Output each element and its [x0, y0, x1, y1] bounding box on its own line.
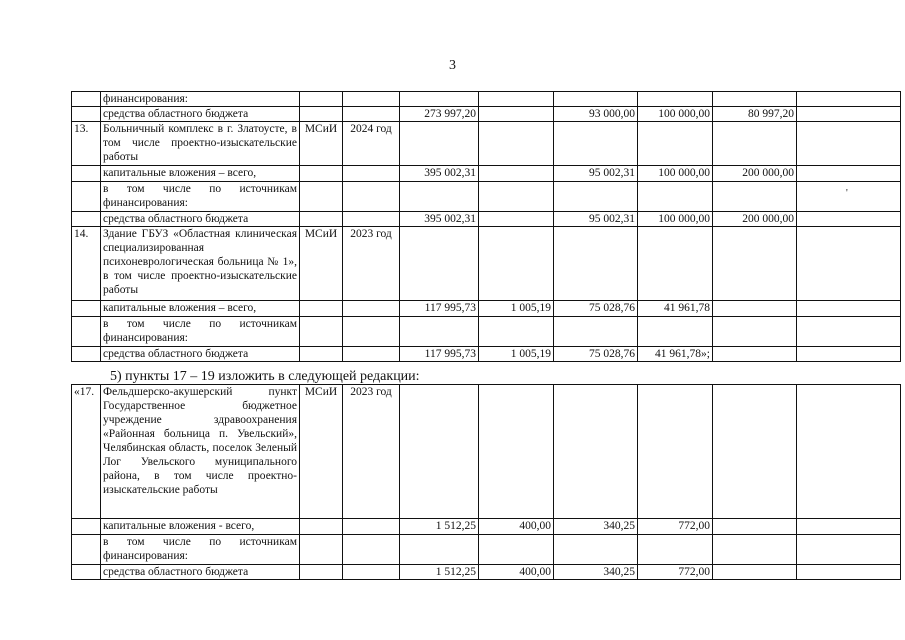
table-row — [72, 92, 901, 107]
row-value-5 — [713, 385, 797, 519]
row-description: средства областного бюджета — [101, 107, 300, 122]
row-description: в том числе по источникам финансирования: — [101, 535, 300, 565]
row-value-2 — [479, 166, 554, 182]
table-row — [72, 317, 901, 347]
row-value-6 — [797, 122, 901, 166]
row-number: «17. — [72, 385, 101, 519]
row-number — [72, 107, 101, 122]
row-number — [72, 92, 101, 107]
row-value-4: 100 000,00 — [638, 212, 713, 227]
row-value-total: 117 995,73 — [400, 347, 479, 362]
row-number — [72, 182, 101, 212]
table-row — [72, 519, 901, 535]
row-value-6 — [797, 212, 901, 227]
table-row — [72, 107, 901, 122]
row-value-5 — [713, 317, 797, 347]
row-organization: МСиИ — [300, 227, 343, 301]
row-value-3: 340,25 — [554, 565, 638, 580]
table-row — [72, 347, 901, 362]
row-value-4 — [638, 182, 713, 212]
row-value-2 — [479, 317, 554, 347]
row-value-4: 772,00 — [638, 565, 713, 580]
row-value-2 — [479, 107, 554, 122]
row-value-6 — [797, 519, 901, 535]
row-value-3 — [554, 535, 638, 565]
row-year — [343, 182, 400, 212]
row-year: 2024 год — [343, 122, 400, 166]
row-description: капитальные вложения – всего, — [101, 166, 300, 182]
row-value-4 — [638, 385, 713, 519]
row-number — [72, 212, 101, 227]
row-value-4: 772,00 — [638, 519, 713, 535]
row-value-3 — [554, 182, 638, 212]
row-year — [343, 347, 400, 362]
row-value-total — [400, 182, 479, 212]
row-year — [343, 565, 400, 580]
row-value-2: 1 005,19 — [479, 301, 554, 317]
row-value-2 — [479, 92, 554, 107]
row-value-5 — [713, 535, 797, 565]
row-value-total: 1 512,25 — [400, 519, 479, 535]
row-value-4 — [638, 317, 713, 347]
row-value-2: 400,00 — [479, 519, 554, 535]
row-description: Больничный комплекс в г. Златоусте, в том числе проектно-изыскательские работы — [101, 122, 300, 166]
row-number — [72, 166, 101, 182]
row-organization — [300, 565, 343, 580]
row-value-4: 100 000,00 — [638, 107, 713, 122]
row-value-total — [400, 535, 479, 565]
row-number — [72, 317, 101, 347]
row-value-2 — [479, 227, 554, 301]
row-value-6 — [797, 385, 901, 519]
row-value-6 — [797, 565, 901, 580]
row-year — [343, 166, 400, 182]
table-row — [72, 212, 901, 227]
row-number — [72, 301, 101, 317]
row-value-total — [400, 227, 479, 301]
row-value-5 — [713, 92, 797, 107]
row-organization — [300, 317, 343, 347]
row-value-5 — [713, 227, 797, 301]
row-value-4 — [638, 122, 713, 166]
row-value-6 — [797, 166, 901, 182]
row-value-4 — [638, 535, 713, 565]
row-value-6 — [797, 227, 901, 301]
row-value-5 — [713, 301, 797, 317]
row-value-3 — [554, 385, 638, 519]
row-value-total: 1 512,25 — [400, 565, 479, 580]
row-year — [343, 535, 400, 565]
row-value-4: 100 000,00 — [638, 166, 713, 182]
row-year — [343, 317, 400, 347]
page-number: 3 — [449, 58, 456, 73]
row-description: капитальные вложения - всего, — [101, 519, 300, 535]
row-value-3: 340,25 — [554, 519, 638, 535]
row-description: средства областного бюджета — [101, 212, 300, 227]
row-value-5 — [713, 182, 797, 212]
row-year: 2023 год — [343, 385, 400, 519]
row-value-5 — [713, 565, 797, 580]
row-value-2 — [479, 122, 554, 166]
table-row — [72, 385, 901, 519]
section-title: 5) пункты 17 – 19 изложить в следующей редакции: — [110, 369, 420, 384]
row-organization — [300, 519, 343, 535]
table-row — [72, 227, 901, 301]
row-value-3 — [554, 92, 638, 107]
row-description: средства областного бюджета — [101, 347, 300, 362]
row-year: 2023 год — [343, 227, 400, 301]
row-value-2: 1 005,19 — [479, 347, 554, 362]
row-value-6 — [797, 301, 901, 317]
row-organization — [300, 301, 343, 317]
row-number — [72, 347, 101, 362]
row-number: 14. — [72, 227, 101, 301]
row-value-6 — [797, 317, 901, 347]
row-description: финансирования: — [101, 92, 300, 107]
row-number — [72, 565, 101, 580]
row-value-6 — [797, 182, 901, 212]
row-value-3: 75 028,76 — [554, 301, 638, 317]
row-value-3: 75 028,76 — [554, 347, 638, 362]
row-value-4 — [638, 227, 713, 301]
row-value-total — [400, 385, 479, 519]
row-value-total — [400, 92, 479, 107]
table-row — [72, 565, 901, 580]
row-organization — [300, 212, 343, 227]
row-description: в том числе по источникам финансирования: — [101, 182, 300, 212]
row-organization: МСиИ — [300, 385, 343, 519]
row-value-4: 41 961,78 — [638, 301, 713, 317]
row-organization — [300, 535, 343, 565]
row-value-3: 93 000,00 — [554, 107, 638, 122]
row-year — [343, 301, 400, 317]
row-value-5: 200 000,00 — [713, 212, 797, 227]
row-value-total — [400, 122, 479, 166]
row-year — [343, 212, 400, 227]
row-organization — [300, 92, 343, 107]
row-year — [343, 92, 400, 107]
table-row — [72, 535, 901, 565]
row-value-total: 117 995,73 — [400, 301, 479, 317]
row-number — [72, 535, 101, 565]
row-value-2 — [479, 212, 554, 227]
table-row — [72, 182, 901, 212]
row-value-total — [400, 317, 479, 347]
row-value-3: 95 002,31 — [554, 166, 638, 182]
row-organization — [300, 347, 343, 362]
objects-table-1 — [71, 91, 901, 362]
row-value-5: 80 997,20 — [713, 107, 797, 122]
row-value-3 — [554, 317, 638, 347]
table-row — [72, 166, 901, 182]
row-description: в том числе по источникам финансирования: — [101, 317, 300, 347]
objects-table-2 — [71, 384, 901, 580]
table-row — [72, 122, 901, 166]
row-value-6 — [797, 347, 901, 362]
row-organization — [300, 182, 343, 212]
row-value-2: 400,00 — [479, 565, 554, 580]
row-value-2 — [479, 385, 554, 519]
row-value-6 — [797, 535, 901, 565]
row-value-total: 395 002,31 — [400, 212, 479, 227]
row-year — [343, 107, 400, 122]
row-value-4: 41 961,78»; — [638, 347, 713, 362]
row-value-4 — [638, 92, 713, 107]
row-description: Здание ГБУЗ «Областная клиническая специализированная психоневрологическая больница № 1», в том числе проектно-изыскательские работы — [101, 227, 300, 301]
row-value-6 — [797, 107, 901, 122]
row-description: Фельдшерско-акушерский пункт Государственное бюджетное учреждение здравоохранения «Районная больница п. Увельский», Челябинская область, поселок Зеленый Лог Увельского муниципального района, в том числе проектно-изыскательские работы — [101, 385, 300, 519]
row-value-5 — [713, 347, 797, 362]
row-value-2 — [479, 535, 554, 565]
row-description: средства областного бюджета — [101, 565, 300, 580]
row-value-5 — [713, 122, 797, 166]
table-row — [72, 301, 901, 317]
row-value-5 — [713, 519, 797, 535]
stray-mark: ' — [846, 188, 848, 199]
row-value-3 — [554, 227, 638, 301]
row-value-2 — [479, 182, 554, 212]
row-value-total: 273 997,20 — [400, 107, 479, 122]
row-number — [72, 519, 101, 535]
row-value-3 — [554, 122, 638, 166]
row-number: 13. — [72, 122, 101, 166]
row-value-5: 200 000,00 — [713, 166, 797, 182]
row-description: капитальные вложения – всего, — [101, 301, 300, 317]
row-organization — [300, 107, 343, 122]
row-organization: МСиИ — [300, 122, 343, 166]
row-value-6 — [797, 92, 901, 107]
row-value-3: 95 002,31 — [554, 212, 638, 227]
row-value-total: 395 002,31 — [400, 166, 479, 182]
row-year — [343, 519, 400, 535]
row-organization — [300, 166, 343, 182]
